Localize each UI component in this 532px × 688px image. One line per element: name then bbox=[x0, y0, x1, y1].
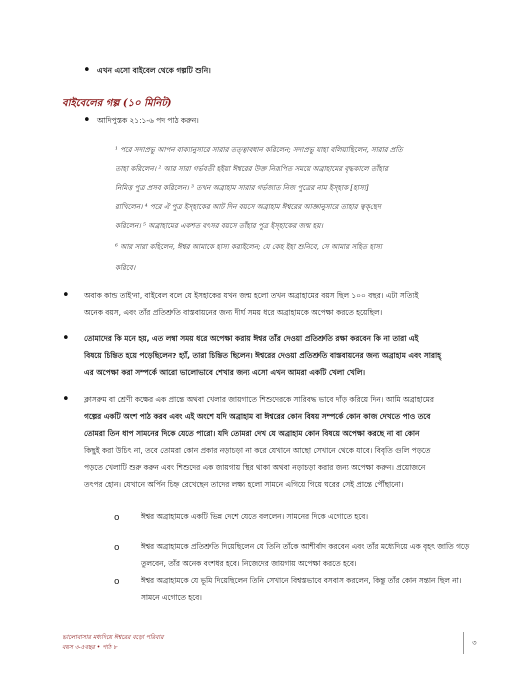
bullet-dot: • bbox=[83, 113, 91, 128]
statement-item: ঈশ্বর অব্রাহামকে প্রতিশ্রুতি দিয়েছিলেন যে তিনি তাঁকে আশীর্বাদ করবেন এবং তাঁর মধ্যেদিয়ে এক বৃহৎ জাতি গড়ে bbox=[141, 542, 470, 551]
paragraph-line: অবাক কান্ড তাই'না, বাইবেল বলে যে ইসহাকের যখন জন্ম হলো তখন অব্রাহামের বয়স ছিল ১০০ বছর। এটা সত্যিই bbox=[84, 291, 419, 300]
paragraph-line: তোমাদের কি মনে হয়, এত লম্বা সময় ধরে অপেক্ষা করায় ঈশ্বর তাঁর দেওয়া প্রতিশ্রুতি রক্ষা করবেন কি না তারা এই bbox=[84, 334, 419, 343]
scripture-verse-line: রাখিলেন। ⁴ পরে ঐ পুত্র ইস্‌হাকের আট দিন বয়সে অব্রাহাম ঈশ্বরের আজ্ঞানুসারে তাহার ত্বক্‌ছেদ bbox=[115, 202, 381, 211]
scripture-verse-line: করিবে। bbox=[115, 263, 136, 272]
statement-item: ঈশ্বর অব্রাহামকে যে ভূমি দিয়েছিলেন তিনি সেখানে বিশ্বস্তভাবে বসবাস করলেন, কিন্তু তাঁর কোন সন্তান ছিল না। bbox=[141, 576, 462, 585]
scripture-verse-line: ⁶ আর সারা কহিলেন, ঈশ্বর আমাকে হাস্য করাইলেন; যে কেহ ইহা শুনিবে, সে আমার সহিত হাস্য bbox=[115, 242, 382, 251]
footer-title: ভালোবাসার মধ্যদিয়ে ঈশ্বরের বড়ো পরিবার bbox=[62, 634, 164, 641]
footer-subtitle: বয়স ৩-৫বছর • পাঠ ৮ bbox=[62, 644, 118, 651]
statement-item: ঈশ্বর অব্রাহামকে একটি ভিন্ন দেশে যেতে বললেন। সামনের দিকে এগোতে হবে। bbox=[141, 512, 369, 521]
hollow-bullet-icon: o bbox=[114, 577, 120, 587]
bullet-dot: • bbox=[62, 392, 70, 407]
intro-line: এখন এসো বাইবেল থেকে গল্পটি শুনি। bbox=[97, 66, 211, 75]
footer-divider bbox=[463, 632, 464, 654]
statement-item: তুলবেন, তাঁর অনেক বংশধর হবে। নিজেদের জায়গায় অপেক্ষা করতে হবে। bbox=[141, 559, 357, 568]
bullet-dot: • bbox=[62, 288, 70, 303]
statement-item: সামনে এগোতে হবে। bbox=[141, 593, 202, 602]
paragraph-line: গল্পের একটি অংশ পাঠ করব এবং এই অংশে যদি অব্রাহাম বা ঈশ্বরের কোন বিষয় সম্পর্কে কোন কাজ দেখতে পাও তবে bbox=[84, 412, 431, 421]
scripture-verse-line: ¹ পরে সদাপ্রভু আপন বাক্যানুসারে সারার তত্ত্বাবধান করিলেন; সদাপ্রভু যাহা বলিয়াছিলেন, সারার প্রতি bbox=[115, 145, 403, 154]
hollow-bullet-icon: o bbox=[114, 543, 120, 553]
read-instruction: আদিপুস্তক ২১:১-৬ পদ পাঠ করুন। bbox=[97, 116, 199, 125]
page-number: ৩ bbox=[472, 639, 477, 647]
scripture-verse-line: করিলেন। ⁵ অব্রাহামের একশত বৎসর বয়সে তাঁহার পুত্র ইস্‌হাকের জন্ম হয়। bbox=[115, 221, 323, 230]
scripture-verse-line: তাহা করিলেন। ² আর সারা গর্ভবতী হইয়া ঈশ্বরের উক্ত নিরূপিত সময়ে অব্রাহামের বৃদ্ধকালে তাঁহার bbox=[115, 164, 388, 173]
hollow-bullet-icon: o bbox=[114, 513, 120, 523]
paragraph-line: ক্লাসরুম বা শ্রেণী কক্ষের এক প্রান্তে অথবা খেলার জায়গাতে শিশুদেরকে সারিবদ্ধ ভাবে দাঁড় করিয়ে দিন। আমি অব্রাহামের bbox=[84, 395, 434, 404]
paragraph-line: পড়তে খেলাটি শুরু করুন এবং শিশুদের এক জায়গায় স্থির থাকা অথবা নড়াচড়া করার জন্য অপেক্ষা করুন। প্রয়োজনে bbox=[84, 463, 426, 472]
bullet-dot: • bbox=[83, 63, 91, 78]
scripture-verse-line: নিমিত্ত পুত্র প্রসব করিলেন। ³ তখন অব্রাহাম সারার গর্ভজাত নিজ পুত্রের নাম ইস্‌হাক [হাস্য] bbox=[115, 183, 369, 192]
paragraph-line: তৎপর হোন। যেখানে অর্পিন চিহ্ন রেখেছেন তাদের লক্ষ্য হলো সামনে এগিয়ে গিয়ে ঘরের সেই প্রান্তে পৌঁছানো। bbox=[84, 480, 404, 489]
paragraph-line: এর অপেক্ষা করা সম্পর্কে আরো ভালোভাবে শেখার জন্য এসো এখন আমরা একটি খেলা খেলি। bbox=[84, 368, 366, 377]
bullet-dot: • bbox=[62, 331, 70, 346]
paragraph-line: তোমরা তিন ধাপ সামনের দিকে যেতে পারো। যদি তোমরা দেখ যে অব্রাহাম কোন বিষয়ে অপেক্ষা করছে না বা কোন bbox=[84, 429, 420, 438]
section-heading: বাইবেলের গল্প (১০ মিনিট) bbox=[62, 98, 172, 109]
paragraph-line: বিষয়ে চিন্তিত হয়ে পড়েছিলেন? হ্যাঁ, তারা চিন্তিত ছিলেন। ঈশ্বরের দেওয়া প্রতিশ্রুতি বাস্তবায়নের জন্য অব্রাহাম এবং সারাহ্‌ bbox=[84, 351, 441, 360]
paragraph-line: কিছুই করা উচিৎ না, তবে তোমরা কোন প্রকার নড়াচড়া না করে যেখানে আছো সেখানে থেকে যাবে। বিবৃতি গুলি পড়তে bbox=[84, 446, 431, 455]
paragraph-line: অনেক বয়স, এবং তাঁর প্রতিশ্রুতি বাস্তবায়নের জন্য দীর্ঘ সময় ধরে অব্রাহামকে অপেক্ষা করতে হয়েছিল। bbox=[84, 308, 383, 317]
